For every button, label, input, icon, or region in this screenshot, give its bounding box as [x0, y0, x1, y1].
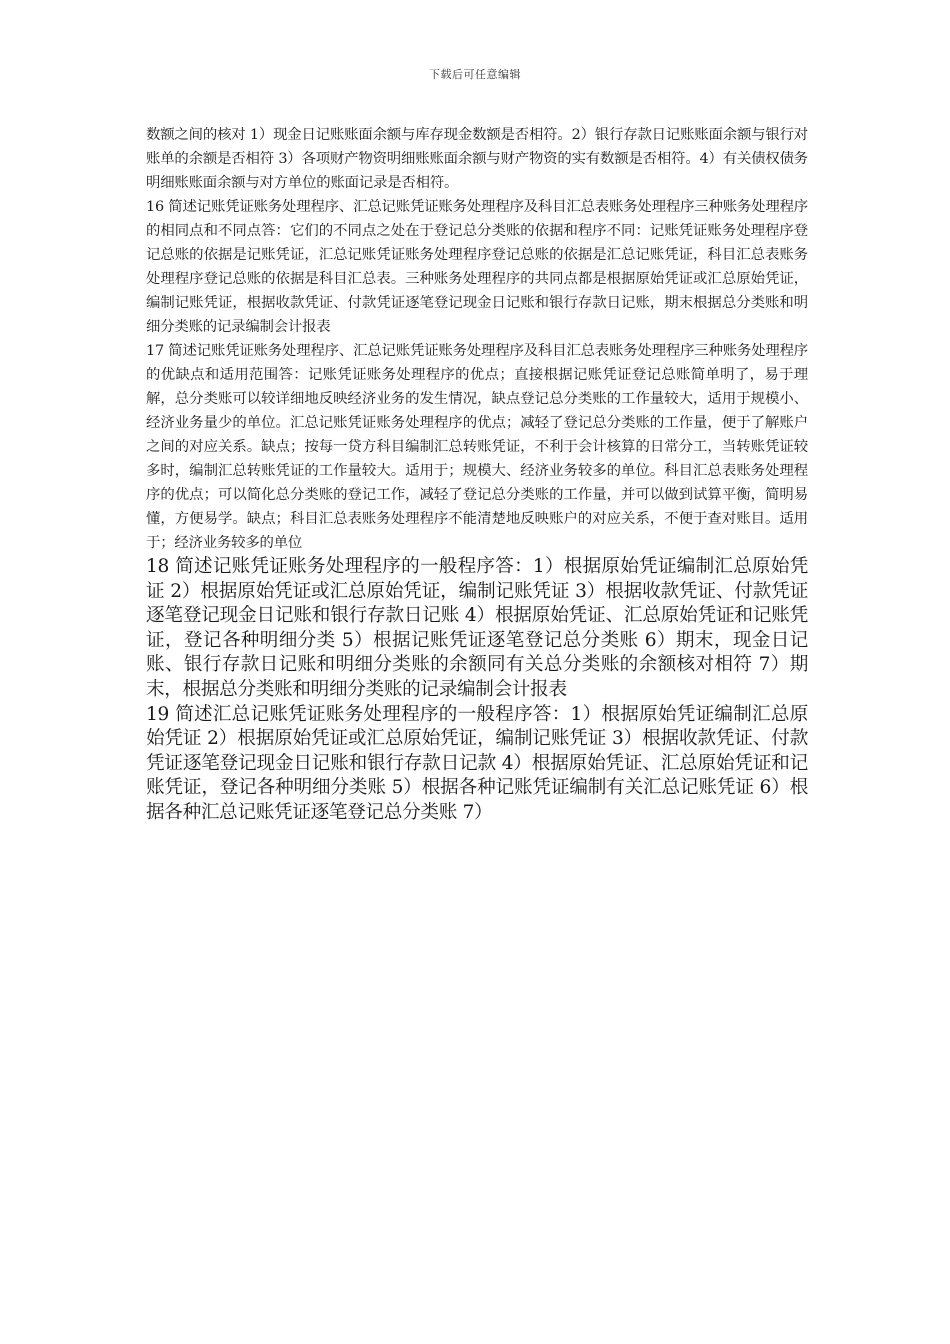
paragraph-19: 19 简述汇总记账凭证账务处理程序的一般程序答：1）根据原始凭证编制汇总原始凭证 2）根据原始凭证或汇总原始凭证，编制记账凭证 3）根据收款凭证、付款凭证逐笔登记现金日记账和银行存款日记款 4）根据原始凭证、汇总原始凭证和记账凭证，登记各种明细分类账 5）根据各种记账凭证编制有关汇总记账凭证 6）根据各种汇总记账凭证逐笔登记总分类账 7） [146, 703, 808, 823]
paragraph-reconciliation: 数额之间的核对 1）现金日记账账面余额与库存现金数额是否相符。2）银行存款日记账账面余额与银行对账单的余额是否相符 3）各项财产物资明细账账面余额与财产物资的实有数额是否相符。4）有关债权债务明细账账面余额与对方单位的账面记录是否相符。 [146, 127, 808, 191]
paragraph-16: 16 简述记账凭证账务处理程序、汇总记账凭证账务处理程序及科目汇总表账务处理程序三种账务处理程序的相同点和不同点答：它们的不同点之处在于登记总分类账的依据和程序不同：记账凭证账务处理程序登记总账的依据是记账凭证，汇总记账凭证账务处理程序登记总账的依据是汇总记账凭证，科目汇总表账务处理程序登记总账的依据是科目汇总表。三种账务处理程序的共同点都是根据原始凭证或汇总原始凭证，编制记账凭证，根据收款凭证、付款凭证逐笔登记现金日记账和银行存款日记账，期末根据总分类账和明细分类账的记录编制会计报表 [146, 199, 808, 335]
paragraph-18: 18 简述记账凭证账务处理程序的一般程序答：1）根据原始凭证编制汇总原始凭证 2）根据原始凭证或汇总原始凭证，编制记账凭证 3）根据收款凭证、付款凭证逐笔登记现金日记账和银行存款日记账 4）根据原始凭证、汇总原始凭证和记账凭证，登记各种明细分类 5）根据记账凭证逐笔登记总分类账 6）期末，现金日记账、银行存款日记账和明细分类账的余额同有关总分类账的余额核对相符 7）期末，根据总分类账和明细分类账的记录编制会计报表 [146, 556, 808, 700]
paragraph-17: 17 简述记账凭证账务处理程序、汇总记账凭证账务处理程序及科目汇总表账务处理程序三种账务处理程序的优缺点和适用范围答：记账凭证账务处理程序的优点；直接根据记账凭证登记总账简单明了，易于理解，总分类账可以较详细地反映经济业务的发生情况，缺点登记总分类账的工作量较大，适用于规模小、经济业务量少的单位。汇总记账凭证账务处理程序的优点；减轻了登记总分类账的工作量，便于了解账户之间的对应关系。缺点；按每一贷方科目编制汇总转账凭证，不利于会计核算的日常分工，当转账凭证较多时，编制汇总转账凭证的工作量较大。适用于；规模大、经济业务较多的单位。科目汇总表账务处理程序的优点；可以简化总分类账的登记工作，减轻了登记总分类账的工作量，并可以做到试算平衡，简明易懂，方便易学。缺点；科目汇总表账务处理程序不能清楚地反映账户的对应关系，不便于查对账目。适用于；经济业务较多的单位 [146, 343, 808, 551]
document-body [146, 123, 808, 826]
page-header: 下载后可任意编辑 [429, 68, 521, 81]
